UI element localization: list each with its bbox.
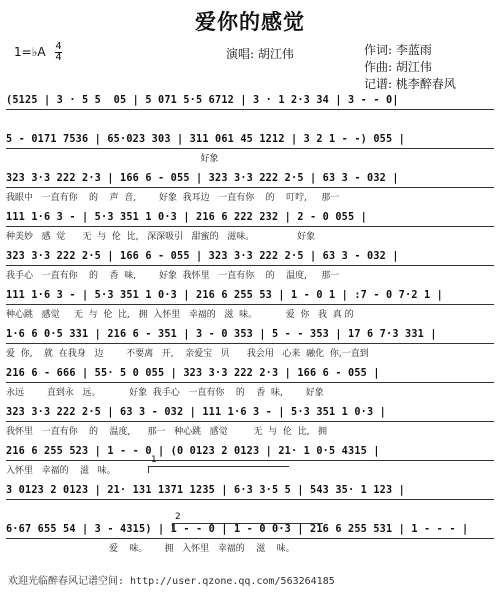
score-line <box>6 172 494 204</box>
score-line <box>6 367 494 399</box>
lyric-line: 我手心 一直有你 的 香 味, 好象 我怀里 一直有你 的 温度, 那一 <box>6 271 340 281</box>
credits <box>364 42 456 93</box>
notation-line: 5 - 0171 7536 | 65·023 303 | 311 061 45 1212 | 3 2 1 - -) 055 | <box>6 133 494 149</box>
lyric-line: 种美妙 感 觉 无 与 伦 比, 深深吸引 甜蜜的 滋味。 好象 <box>6 232 316 242</box>
lyric-line: 好象 <box>6 154 219 164</box>
time-signature <box>55 42 61 63</box>
score-line <box>6 211 494 243</box>
notation-line: 323 3·3 222 2·3 | 166 6 - 055 | 323 3·3 222 2·5 | 63 3 - 032 | <box>6 172 494 188</box>
notation-line: 6·67 655 54 | 3 - 4315) | 1 - - 0 | 1 - 0 0·3 | 216 6 255 531 | 1 - - - | <box>6 523 494 539</box>
lyricist: 作词: 李蓝雨 <box>364 43 432 57</box>
time-bottom: 4 <box>55 52 62 63</box>
volta-bracket-1 <box>148 455 289 473</box>
score-line <box>6 484 494 516</box>
notation-line: 111 1·6 3 - | 5·3 351 1 0·3 | 216 6 255 53 | 1 - 0 1 | :7 - 0 7·2 1 | <box>6 289 494 305</box>
key-signature <box>14 42 62 63</box>
key-label: 1=♭A <box>14 45 46 59</box>
lyric-line: 入怀里 幸福的 滋 味。 <box>6 466 116 476</box>
notation-line: 111 1·6 3 - | 5·3 351 1 0·3 | 216 6 222 232 | 2 - 0 055 | <box>6 211 494 227</box>
song-title: 爱你的感觉 <box>195 9 305 34</box>
footer-link[interactable]: 欢迎光临醉春风记谱空间: http://user.qzone.qq.com/563264185 <box>8 576 335 587</box>
notation-line: 216 6 255 523 | 1 - - 0 | (0 0123 2 0123 | 21· 1 0·5 4315 | <box>6 445 494 461</box>
lyric-line: 我怀里 一直有你 的 温度, 那一 种心跳 感觉 无 与 伦 比, 拥 <box>6 427 328 437</box>
lyric-line: 永远 直到永 远。 好象 我手心 一直有你 的 香 味, 好象 <box>6 388 324 398</box>
notation-line: 216 6 - 666 | 55· 5 0 055 | 323 3·3 222 2·3 | 166 6 - 055 | <box>6 367 494 383</box>
volta-number-2: 2 <box>175 512 181 522</box>
composer: 作曲: 胡江伟 <box>364 60 432 74</box>
lyric-line: 爱 你, 就 在我身 边 不要离 开, 亲爱宝 贝 我会用 心来 融化 你,一直到 <box>6 349 369 359</box>
singer: 演唱: 胡江伟 <box>226 47 294 61</box>
score-line <box>6 328 494 360</box>
volta-bracket-2 <box>172 512 323 530</box>
score-line <box>6 406 494 438</box>
score-line <box>6 133 494 165</box>
lyric-line: 我眼中 一直有你 的 声 音, 好象 我耳边 一直有你 的 叮咛, 那一 <box>6 193 340 203</box>
notation-line: 1·6 6 0·5 331 | 216 6 - 351 | 3 - 0 353 | 5 - - 353 | 17 6 7·3 331 | <box>6 328 494 344</box>
notation-by: 记谱: 桃李醉春风 <box>364 77 456 91</box>
lyric-line <box>6 114 494 126</box>
score-line <box>6 250 494 282</box>
lyric-line <box>6 504 494 516</box>
lyric-line: 爱 味。 拥 入怀里 幸福的 滋 味。 <box>6 544 295 554</box>
notation-line: 3 0123 2 0123 | 21· 131 1371 1235 | 6·3 3·5 5 | 543 35· 1 123 | <box>6 484 494 500</box>
notation-line: (5125 | 3 · 5 5 05 | 5 071 5·5 6712 | 3 · 1 2·3 34 | 3 - - 0| <box>6 94 494 110</box>
score-line <box>6 94 494 126</box>
notation-line: 323 3·3 222 2·5 | 166 6 - 055 | 323 3·3 222 2·5 | 63 3 - 032 | <box>6 250 494 266</box>
time-top: 4 <box>55 41 62 52</box>
volta-number-1: 1 <box>151 455 157 465</box>
score-line <box>6 289 494 321</box>
notation-line: 323 3·3 222 2·5 | 63 3 - 032 | 111 1·6 3 - | 5·3 351 1 0·3 | <box>6 406 494 422</box>
lyric-line: 种心跳 感觉 无 与 伦 比, 拥 入怀里 幸福的 滋 味。 爱 你 我 真 的 <box>6 310 354 320</box>
